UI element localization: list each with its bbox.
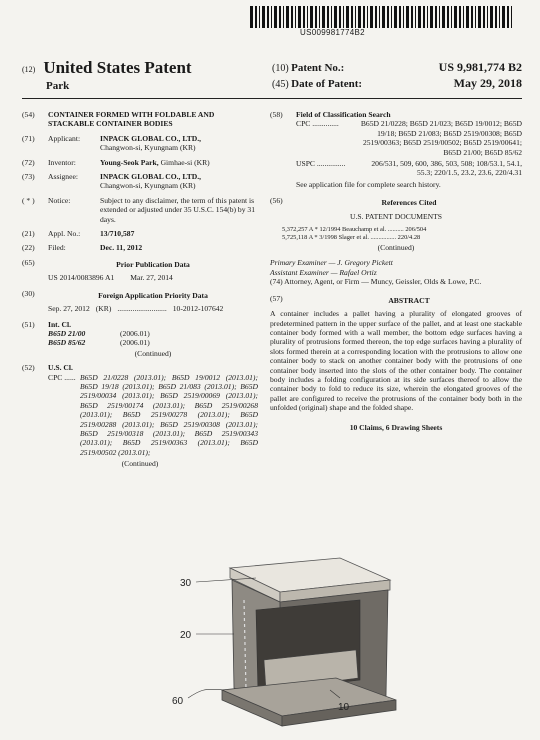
refs-heading: References Cited: [381, 198, 437, 208]
date-code: (45): [272, 79, 289, 90]
header-rule: [22, 98, 522, 99]
abstract-entry: [270, 294, 522, 308]
intcl-date-1: (2006.01): [120, 328, 150, 338]
foreign-entry: [22, 289, 258, 303]
container-drawing: [160, 540, 420, 730]
barcode-bars: [250, 6, 516, 28]
inventor-label: Inventor:: [48, 157, 76, 167]
patent-date-row: [272, 76, 522, 92]
intcl-code: (51): [22, 319, 35, 329]
refs-continued: (Continued): [377, 243, 415, 253]
foreign-row: [22, 304, 258, 313]
field-heading: Field of Classification Search: [296, 110, 391, 119]
label-20: 20: [180, 630, 192, 641]
notice-entry: [22, 196, 258, 224]
uscl-label: U.S. Cl.: [48, 363, 73, 373]
field-code: (58): [270, 110, 283, 119]
barcode-number: US009981774B2: [300, 28, 365, 37]
uscl-code: (52): [22, 363, 35, 373]
label-30: 30: [180, 578, 192, 589]
field-search-entry: [270, 110, 522, 119]
intcl-list: [22, 329, 258, 358]
field-uspc: [270, 159, 522, 178]
date-label: Date of Patent:: [291, 78, 363, 90]
intcl-continued: (Continued): [134, 348, 172, 358]
field-cpc-label: CPC ..............: [296, 119, 339, 129]
intcl-label: Int. Cl.: [48, 319, 71, 329]
patent-type-title: United States Patent: [43, 58, 192, 77]
patent-no-label: Patent No.:: [291, 62, 345, 74]
title-entry: [22, 110, 258, 129]
field-uspc-label: USPC ...............: [296, 159, 346, 169]
field-cpc-text: B65D 21/0228; B65D 21/023; B65D 19/0012; B65D 19/18; B65D 21/083; B65D 2519/00308; B65D 2519/00363; B65D 2519/00502; B65D 2519/00641; B65D 21/00; B65D 85/62: [360, 119, 522, 157]
abstract-code: (57): [270, 293, 283, 303]
intcl-entry: [22, 320, 258, 329]
prior-pub-number: US 2014/0083896 A1: [48, 273, 115, 283]
applicant-code: (71): [22, 133, 35, 143]
intcl-class-2: B65D 85/62: [48, 338, 86, 348]
intcl-date-2: (2006.01): [120, 338, 150, 348]
see-application: See application file for complete search history.: [296, 179, 441, 189]
notice-label: Notice:: [48, 195, 71, 205]
inventor-entry: [22, 158, 258, 167]
right-column: [270, 110, 522, 432]
uscl-cpc-text: B65D 21/0228 (2013.01); B65D 19/0012 (2013.01); B65D 19/18 (2013.01); B65D 21/083 (2013.01); B65D 2519/00034 (2013.01); B65D 2519/00069 (2013.01); B65D 2519/00174 (2013.01); B65D 2519/00268 (2013.01); B65D 2519/00278 (2013.01); B65D 2519/00288 (2013.01); B65D 2519/00308 (2013.01); B65D 2519/00318 (2013.01); B65D 2519/00343 (2013.01); B65D 2519/00363 (2013.01); B65D 2519/00502 (2013.01);: [80, 372, 258, 457]
assignee-entry: [22, 172, 258, 191]
notice-text: Subject to any disclaimer, the term of this patent is extended or adjusted under 35 U.S.C. 154(b) by 31 days.: [100, 195, 256, 224]
applicant-label: Applicant:: [48, 133, 81, 143]
foreign-heading: Foreign Application Priority Data: [98, 290, 208, 300]
leader-60: [188, 689, 224, 698]
foreign-code: (30): [22, 288, 35, 298]
assignee-location: Changwon-si, Kyungnam (KR): [100, 181, 196, 191]
uscl-entry: [22, 363, 258, 372]
appl-label: Appl. No.:: [48, 229, 81, 239]
header-right: [272, 60, 522, 92]
country-code: (12): [22, 64, 36, 74]
prior-code: (65): [22, 257, 35, 267]
uscl-cpc: [22, 373, 258, 458]
foreign-date: Sep. 27, 2012: [48, 304, 90, 314]
patent-number-row: [272, 60, 522, 76]
title-code: (54): [22, 110, 35, 119]
applicant-location: Changwon-si, Kyungnam (KR): [100, 143, 196, 153]
prior-pub-heading: Prior Publication Data: [116, 259, 190, 269]
inventor-short: Park: [46, 80, 70, 92]
left-column: [22, 110, 258, 469]
filed-entry: [22, 243, 258, 252]
refs-entry: [270, 196, 522, 210]
intcl-class-1: B65D 21/00: [48, 328, 86, 338]
filed-date: Dec. 11, 2012: [100, 243, 143, 253]
notice-code: ( * ): [22, 195, 35, 205]
abstract-text: A container includes a pallet having a plurality of elongated grooves of predetermined pattern in the upper surface of the pallet, and at least one stackable container body formed with a wall member, the bottom edge surfaces having a plurality of protrusions formed thereon, the top edge surfaces having a plurality of slots formed therein at a corresponding location with the protrusions to allow one container body to stack on another container body with the protrusions of one container body inserted into the slots of the other container body. The container body includes a folding configuration at its side surfaces thereof to allow the container body to fold to reduce its size, wherein the elongated grooves of the pallet are configured to receive the protrusions of the container body both in the unfolded (original) shape and the folded shape.: [270, 309, 522, 413]
uscl-cpc-label: CPC ......: [48, 372, 76, 382]
field-cpc: [270, 119, 522, 157]
refs-list: [270, 226, 522, 242]
assignee-label: Assignee:: [48, 172, 78, 182]
patent-no-code: (10): [272, 63, 289, 74]
assignee-name: INPACK GLOBAL CO., LTD.,: [100, 172, 202, 182]
header-left: [22, 58, 192, 78]
prior-pub-date: Mar. 27, 2014: [130, 273, 173, 283]
attorney: (74) Attorney, Agent, or Firm — Muncy, Geissler, Olds & Lowe, P.C.: [270, 277, 482, 287]
reference-2: 5,725,118 A * 3/1998 Slager et al. ................ 220/4.28: [282, 234, 421, 242]
applicant-entry: [22, 134, 258, 153]
filed-label: Filed:: [48, 243, 66, 253]
appl-number: 13/710,587: [100, 229, 135, 239]
us-docs-heading: U.S. PATENT DOCUMENTS: [350, 211, 442, 221]
uscl-continued: (Continued): [121, 459, 159, 469]
field-uspc-text: 206/531, 509, 600, 386, 503, 508; 108/53.1, 54.1, 55.3; 220/1.5, 23.2, 23.6, 220/4.31: [371, 159, 522, 178]
label-10: 10: [338, 702, 350, 713]
patent-number: US 9,981,774 B2: [438, 60, 522, 74]
inventor-name: Young-Seok Park,: [100, 157, 159, 167]
foreign-number: 10-2012-107642: [172, 304, 224, 314]
label-60: 60: [172, 696, 184, 707]
inventor-location: Gimhae-si (KR): [160, 157, 210, 167]
appl-entry: [22, 229, 258, 238]
prior-pub-row: [22, 273, 258, 282]
invention-title: CONTAINER FORMED WITH FOLDABLE AND STACKABLE CONTAINER BODIES: [48, 110, 215, 129]
assistant-examiner: Assistant Examiner — Rafael Ortiz: [270, 267, 377, 277]
patent-date: May 29, 2018: [453, 76, 522, 90]
inventor-code: (72): [22, 157, 35, 167]
barcode: [250, 6, 516, 28]
refs-code: (56): [270, 196, 283, 206]
filed-code: (22): [22, 243, 35, 253]
foreign-dots: ..........................: [117, 304, 167, 314]
appl-code: (21): [22, 229, 35, 239]
assignee-code: (73): [22, 172, 35, 182]
prior-pub-entry: [22, 258, 258, 272]
foreign-country: (KR): [95, 304, 112, 314]
primary-examiner: Primary Examiner — J. Gregory Pickett: [270, 258, 393, 268]
claims-count: 10 Claims, 6 Drawing Sheets: [349, 422, 443, 432]
applicant-name: INPACK GLOBAL CO., LTD.,: [100, 133, 202, 143]
reference-1: 5,372,257 A * 12/1994 Beauchamp et al. .......... 206/504: [282, 226, 427, 234]
abstract-heading: ABSTRACT: [388, 295, 430, 305]
